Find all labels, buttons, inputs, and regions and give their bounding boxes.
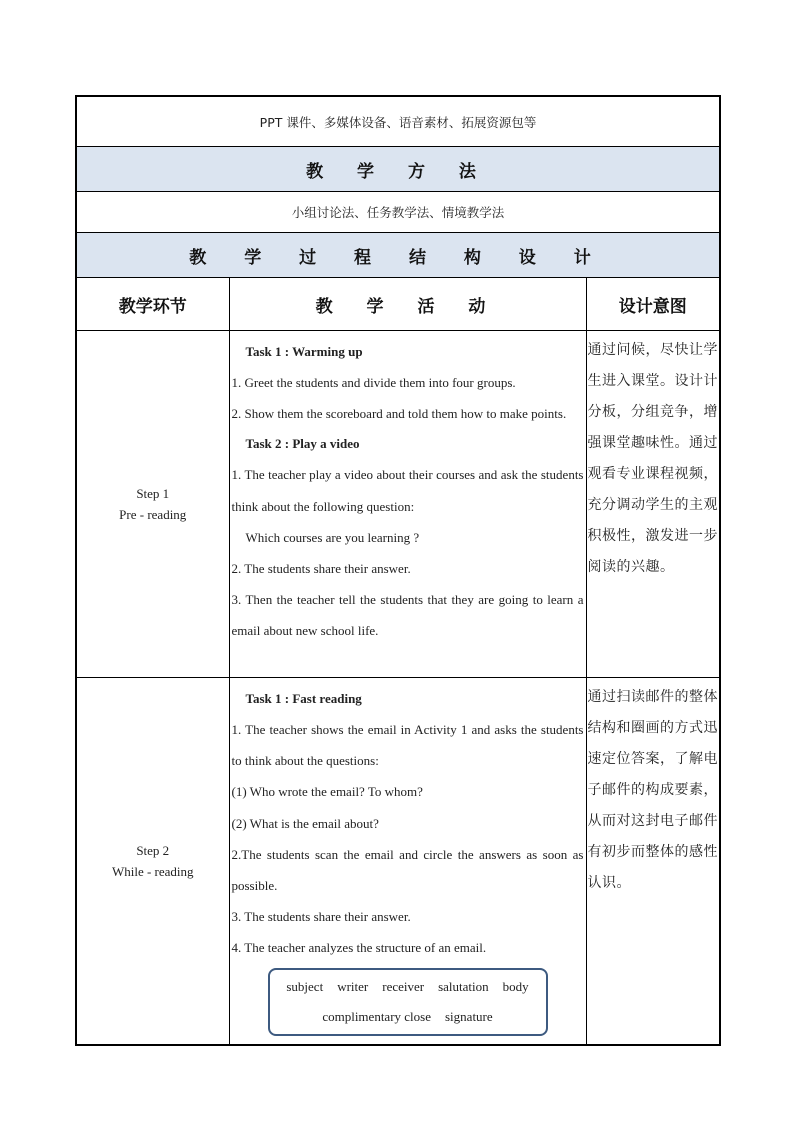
activity-line: 4. The teacher analyzes the structure of an email. [231,940,487,956]
step-row [76,331,720,678]
email-element: complimentary close [322,1008,431,1024]
email-element: signature [445,1008,493,1024]
email-element: writer [337,978,369,994]
lesson-plan-table [75,95,721,1046]
step-stage: While - reading [111,863,194,879]
activity-line: 3. The students share their answer. [231,909,411,925]
activity-cell [229,678,586,1045]
design-intent-text: 通过扫读邮件的整体结构和圈画的方式迅速定位答案，了解电子邮件的构成要素，从而对这封电子邮件有初步而整体的感性认识。 [587,689,718,891]
activity-line: (2) What is the email about? [231,815,379,831]
methods-row [76,192,720,233]
column-header-activities [229,278,586,331]
activity-line: 2.The students scan the email and circle the answers as soon as possible. [231,846,584,894]
email-element: salutation [438,978,489,994]
step-row [76,678,720,1045]
column-header-design [586,278,720,331]
email-element: subject [286,978,324,994]
methods-heading [76,147,720,192]
task-heading: Task 2 : Play a video [245,436,360,452]
email-elements-row [270,1002,546,1032]
step-cell [76,331,229,678]
step-number: Step 2 [136,842,170,858]
resources-text: PPT 课件、多媒体设备、语音素材、拓展资源包等 [259,114,537,130]
methods-heading-text: 教 学 方 法 [306,161,490,182]
activity-line: (1) Who wrote the email? To whom? [231,784,423,800]
activity-cell [229,331,586,678]
process-heading-text: 教 学 过 程 结 构 设 计 [189,247,607,268]
email-elements-row [270,972,546,1002]
activity-line: 1. The teacher play a video about their courses and ask the students think about the following question: [231,467,584,514]
column-header-stage-text: 教学环节 [118,296,187,317]
column-header-design-text: 设计意图 [618,296,687,317]
step-cell [76,678,229,1045]
activity-line: 1. The teacher shows the email in Activity 1 and asks the students to think about the questions: [231,722,584,769]
process-heading [76,233,720,278]
column-header-stage [76,278,229,331]
activity-line: 1. Greet the students and divide them into four groups. [231,375,516,390]
step-number: Step 1 [136,486,170,501]
activity-line: 3. Then the teacher tell the students that they are going to learn a email about new school life. [231,592,584,639]
design-intent-text: 通过问候，尽快让学生进入课堂。设计计分板，分组竞争，增强课堂趣味性。通过观看专业课程视频，充分调动学生的主观积极性，激发进一步阅读的兴趣。 [587,342,718,575]
step-stage: Pre - reading [119,507,187,522]
email-element: receiver [382,978,425,994]
methods-text: 小组讨论法、任务教学法、情境教学法 [291,205,505,220]
email-elements-box [268,968,548,1036]
activity-question: Which courses are you learning ? [245,529,420,545]
activity-line: 2. Show them the scoreboard and told them how to make points. [231,406,567,422]
design-intent-cell [586,331,720,678]
design-intent-cell [586,678,720,1045]
task-heading: Task 1 : Warming up [245,344,363,359]
column-header-activities-text: 教 学 活 动 [315,296,500,317]
resources-row [76,96,720,147]
task-heading: Task 1 : Fast reading [245,691,362,706]
activity-line: 2. The students share their answer. [231,561,411,577]
email-element: body [502,978,529,994]
